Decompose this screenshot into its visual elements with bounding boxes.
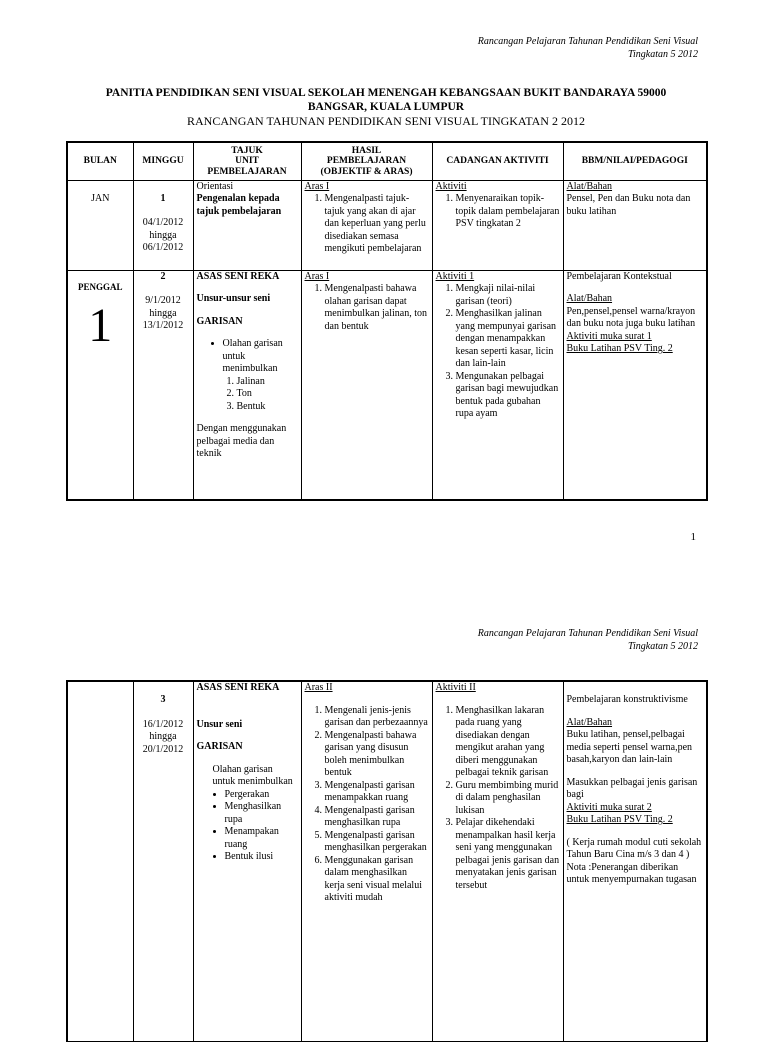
tajuk-garisan: GARISAN xyxy=(196,741,243,752)
bbm-aktiviti-link: Aktiviti muka surat 2 xyxy=(566,801,652,813)
cell-tajuk xyxy=(193,681,301,1041)
aktiviti-label: Aktiviti xyxy=(435,180,467,192)
tajuk-olahan: Olahan garisan untuk menimbulkan xyxy=(212,763,293,787)
list-item: 2. Menghasilkan jalinan yang mempunyai garisan dengan menampakkan kesan seperti kasar, licin dan lain-lain xyxy=(456,308,560,371)
bbm-text: Buku latihan, pensel,pelbagai media seperti pensel warna,pen basah,karyon dan lain-lain xyxy=(566,729,693,765)
header-minggu: MINGGU xyxy=(133,142,193,180)
tajuk-sub-list xyxy=(197,376,298,414)
minggu-number: 2 xyxy=(160,270,166,282)
bbm-pedagogi: Pembelajaran konstruktivisme xyxy=(566,694,688,705)
bbm-nota: Nota :Penerangan diberikan untuk menyempurnakan tugasan xyxy=(566,861,697,885)
header-tajuk xyxy=(193,142,301,180)
bbm-aktiviti-link: Aktiviti muka surat 1 xyxy=(566,330,652,342)
cell-aktiviti xyxy=(432,270,563,500)
penggal-number: 1 xyxy=(88,299,113,352)
running-head xyxy=(478,627,698,653)
tajuk-unsur-seni: Unsur-unsur seni xyxy=(196,293,271,304)
header-hasil-line1: HASIL xyxy=(351,145,382,156)
bbm-text: Pensel, Pen dan Buku nota dan buku latihan xyxy=(566,193,691,217)
title-line2: BANGSAR, KUALA LUMPUR xyxy=(307,101,465,113)
header-cadangan: CADANGAN AKTIVITI xyxy=(432,142,563,180)
cell-bbm xyxy=(563,270,707,500)
tajuk-bullet-list xyxy=(197,338,298,376)
cell-hasil xyxy=(301,681,432,1041)
bbm-alat-label: Alat/Bahan xyxy=(566,293,613,304)
cell-minggu xyxy=(133,180,193,270)
date-hingga: hingga xyxy=(149,307,177,319)
list-item: 6. Menggunakan garisan dalam menghasilkan kerja seni visual melalui aktiviti mudah xyxy=(325,855,429,905)
cell-bbm xyxy=(563,681,707,1041)
running-head-line2: Tingkatan 5 2012 xyxy=(627,641,698,652)
minggu-number: 3 xyxy=(160,694,166,705)
cell-tajuk xyxy=(193,180,301,270)
list-item: 3. Mengenalpasti garisan menampakkan ruang xyxy=(325,780,429,805)
header-bbm: BBM/NILAI/PEDAGOGI xyxy=(563,142,707,180)
cell-aktiviti xyxy=(432,681,563,1041)
date-start: 16/1/2012 xyxy=(142,718,184,730)
bbm-buku-link: Buku Latihan PSV Ting. 2 xyxy=(566,343,673,354)
cell-hasil xyxy=(301,270,432,500)
minggu-number: 1 xyxy=(160,192,166,204)
bbm-text: Pen,pensel,pensel warna/krayon dan buku nota juga buku latihan xyxy=(566,305,696,329)
list-item: 1. Mengenalpasti tajuk-tajuk yang akan di ajar dan keperluan yang perlu disediakan semasa mengikuti pembelajaran xyxy=(325,193,429,256)
tajuk-asas-seni-reka: ASAS SENI REKA xyxy=(196,682,280,693)
header-hasil-line3: (OBJEKTIF & ARAS) xyxy=(320,166,413,177)
title-line1: PANITIA PENDIDIKAN SENI VISUAL SEKOLAH MENENGAH KEBANGSAAN BUKIT BANDARAYA 59000 xyxy=(105,87,667,99)
bbm-alat-label: Alat/Bahan xyxy=(566,180,613,192)
cell-tajuk xyxy=(193,270,301,500)
list-item: • Menampakan ruang xyxy=(225,826,298,851)
cell-aktiviti xyxy=(432,180,563,270)
list-item: 3. Bentuk xyxy=(237,401,298,414)
hasil-aras-label: Aras I xyxy=(304,270,330,282)
running-head-line1: Rancangan Pelajaran Tahunan Pendidikan Seni Visual xyxy=(477,628,698,639)
date-end: 06/1/2012 xyxy=(142,242,184,253)
page-2 xyxy=(0,560,768,1024)
cell-hasil xyxy=(301,180,432,270)
cell-bulan-empty xyxy=(67,681,133,1041)
tajuk-bullet-list xyxy=(197,789,298,864)
hasil-list xyxy=(305,283,429,333)
aktiviti-label: Aktiviti 1 xyxy=(435,270,475,282)
tajuk-pengenalan: Pengenalan kepada tajuk pembelajaran xyxy=(196,193,282,217)
hasil-list xyxy=(305,193,429,256)
list-item: 1. Menghasilkan lakaran pada ruang yang disediakan dengan mengikut arahan yang diberi menggunakan pelbagai teknik garisan xyxy=(456,705,560,780)
list-item: 1. Jalinan xyxy=(237,376,298,389)
cell-bbm xyxy=(563,180,707,270)
bbm-masukkan: Masukkan pelbagai jenis garisan bagi xyxy=(566,776,698,800)
list-item: 5. Mengenalpasti garisan menghasilkan pergerakan xyxy=(325,830,429,855)
date-end: 13/1/2012 xyxy=(142,320,184,331)
list-item: • Olahan garisan untuk menimbulkan xyxy=(223,338,298,376)
hasil-list xyxy=(305,705,429,905)
list-item: 3. Mengunakan pelbagai garisan bagi mewujudkan bentuk pada gubahan rupa ayam xyxy=(456,371,560,421)
cell-minggu xyxy=(133,681,193,1041)
title-line3: RANCANGAN TAHUNAN PENDIDIKAN SENI VISUAL TINGKATAN 2 2012 xyxy=(187,114,585,128)
hasil-aras-label: Aras II xyxy=(304,682,333,693)
cell-bulan xyxy=(67,180,133,270)
list-item: 1. Mengkaji nilai-nilai garisan (teori) xyxy=(456,283,560,308)
hasil-aras-label: Aras I xyxy=(304,180,330,192)
plan-table-page1 xyxy=(66,141,708,501)
list-item: 1. Mengenali jenis-jenis garisan dan perbezaannya xyxy=(325,705,429,730)
table-row xyxy=(67,681,707,1041)
header-bulan: BULAN xyxy=(67,142,133,180)
bbm-alat-label: Alat/Bahan xyxy=(566,716,613,728)
list-item: 4. Mengenalpasti garisan menghasilkan rupa xyxy=(325,805,429,830)
list-item: • Menghasilkan rupa xyxy=(225,801,298,826)
header-hasil-line2: PEMBELAJARAN xyxy=(326,156,407,166)
running-head xyxy=(478,35,698,61)
header-tajuk-line1: TAJUK xyxy=(231,145,263,156)
tajuk-dengan: Dengan menggunakan pelbagai media dan teknik xyxy=(196,423,287,459)
header-tajuk-line2: UNIT xyxy=(235,156,259,166)
aktiviti-list xyxy=(436,193,560,231)
date-start: 9/1/2012 xyxy=(145,295,181,306)
date-end: 20/1/2012 xyxy=(142,743,184,755)
tajuk-orientasi: Orientasi xyxy=(196,180,234,192)
aktiviti-label: Aktiviti II xyxy=(435,682,476,693)
header-tajuk-line3: PEMBELAJARAN xyxy=(207,166,287,177)
running-head-line2: Tingkatan 5 2012 xyxy=(627,49,698,60)
tajuk-garisan: GARISAN xyxy=(196,315,243,327)
list-item: 1. Mengenalpasti bahawa olahan garisan dapat menimbulkan jalinan, ton dan bentuk xyxy=(325,283,429,333)
tajuk-asas-seni-reka: ASAS SENI REKA xyxy=(196,270,280,282)
bbm-kerja-rumah: ( Kerja rumah modul cuti sekolah Tahun Baru Cina m/s 3 dan 4 ) xyxy=(566,836,702,860)
bulan-value: JAN xyxy=(91,192,110,204)
list-item: 3. Pelajar dikehendaki menampalkan hasil kerja seni yang menggunakan pelbagai jenis garisan dan menyatakan jenis garisan tersebut xyxy=(456,817,560,892)
plan-table-page2 xyxy=(66,680,708,1042)
bbm-pedagogi: Pembelajaran Kontekstual xyxy=(566,270,672,282)
bbm-buku-link: Buku Latihan PSV Ting. 2 xyxy=(566,814,673,825)
penggal-label: PENGGAL xyxy=(77,281,123,292)
list-item: 1. Menyenaraikan topik-topik dalam pembelajaran PSV tingkatan 2 xyxy=(456,193,560,231)
list-item: • Pergerakan xyxy=(225,789,298,802)
date-start: 04/1/2012 xyxy=(142,217,184,228)
list-item: 2. Guru membimbing murid di dalam penghasilan lukisan xyxy=(456,780,560,818)
table-header-row xyxy=(67,142,707,180)
cell-minggu xyxy=(133,270,193,500)
running-head-line1: Rancangan Pelajaran Tahunan Pendidikan Seni Visual xyxy=(477,36,698,47)
aktiviti-list xyxy=(436,283,560,421)
table-row xyxy=(67,270,707,500)
list-item: 2. Mengenalpasti bahawa garisan yang disusun boleh menimbulkan bentuk xyxy=(325,730,429,780)
list-item: 2. Ton xyxy=(237,388,298,401)
date-hingga: hingga xyxy=(149,229,177,241)
page-number: 1 xyxy=(690,531,696,543)
cell-penggal xyxy=(67,270,133,500)
tajuk-unsur-seni: Unsur seni xyxy=(196,718,243,730)
header-hasil xyxy=(301,142,432,180)
table-row xyxy=(67,180,707,270)
aktiviti-list xyxy=(436,705,560,893)
date-hingga: hingga xyxy=(149,731,177,742)
document-title xyxy=(66,86,706,128)
list-item: • Bentuk ilusi xyxy=(225,851,298,864)
